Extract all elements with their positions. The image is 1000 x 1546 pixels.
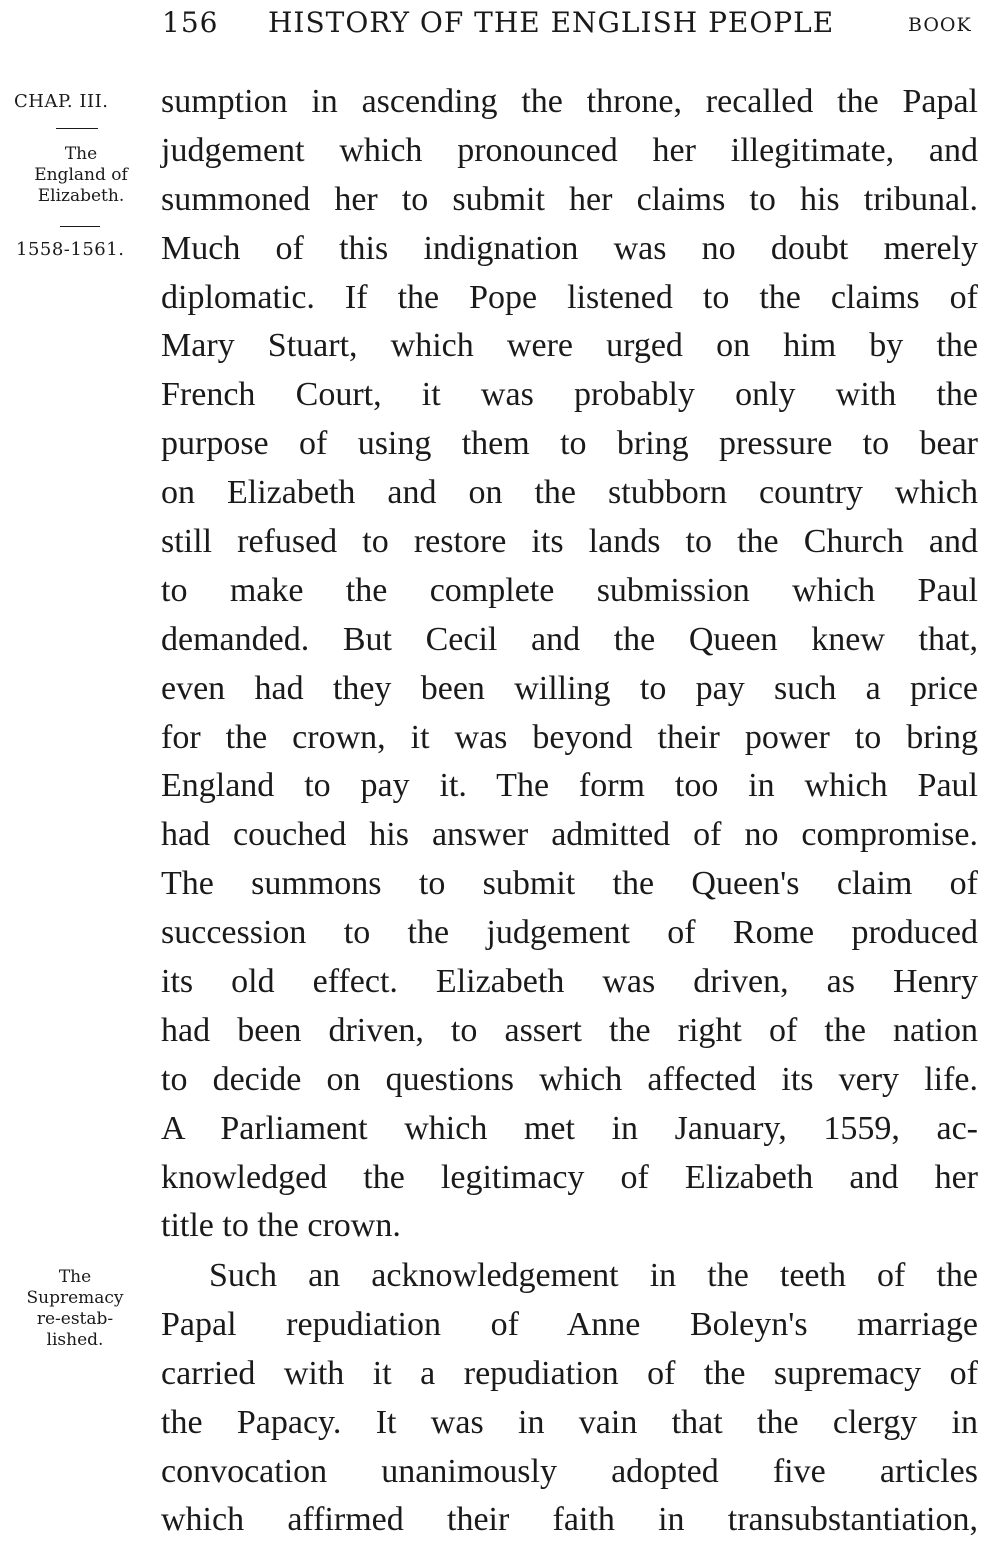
text-line: which affirmed their faith in transubstantiation, — [161, 1501, 978, 1539]
side-note-line: The — [58, 1267, 92, 1287]
text-line: sumption in ascending the throne, recalled the Papal — [161, 83, 978, 120]
paragraph-1 — [161, 78, 978, 1251]
book-label: BOOK — [908, 14, 972, 36]
text-line: judgement which pronounced her illegitimate, and — [161, 131, 978, 169]
side-note-line: England of — [34, 165, 128, 185]
paragraph-2 — [161, 1252, 978, 1545]
text-line: succession to the judgement of Rome produced — [161, 914, 978, 952]
text-line: for the crown, it was beyond their power to bring — [161, 718, 978, 756]
text-line: French Court, it was probably only with the — [161, 376, 978, 414]
side-note-line: re-estab- — [36, 1309, 114, 1329]
text-line: Papal repudiation of Anne Boleyn's marriage — [161, 1305, 978, 1343]
text-line: purpose of using them to bring pressure to bear — [161, 425, 978, 463]
text-line: had been driven, to assert the right of the nation — [161, 1011, 978, 1049]
page-number: 156 — [162, 6, 219, 39]
running-head — [0, 4, 1000, 44]
text-line: summoned her to submit her claims to his tribunal. — [161, 180, 978, 218]
date-range: 1558-1561. — [16, 239, 125, 260]
text-line: The summons to submit the Queen's claim of — [161, 865, 978, 903]
text-line: diplomatic. If the Pope listened to the claims of — [161, 278, 978, 316]
text-line: convocation unanimously adopted five articles — [161, 1452, 978, 1490]
text-line: carried with it a repudiation of the supremacy of — [161, 1354, 978, 1392]
text-line: Much of this indignation was no doubt merely — [161, 229, 978, 267]
text-line: England to pay it. The form too in which Paul — [161, 767, 978, 805]
text-line: even had they been willing to pay such a price — [161, 669, 978, 707]
text-line: knowledged the legitimacy of Elizabeth and her — [161, 1158, 978, 1196]
side-note-line: lished. — [46, 1330, 104, 1350]
text-line: A Parliament which met in January, 1559, ac- — [161, 1109, 978, 1147]
text-line: to decide on questions which affected its very life. — [161, 1060, 978, 1098]
text-line: to make the complete submission which Paul — [161, 571, 978, 609]
margin-rule-top — [56, 128, 98, 129]
text-line: Such an acknowledgement in the teeth of the — [209, 1257, 978, 1294]
side-note-line: Elizabeth. — [37, 186, 125, 206]
text-line: had couched his answer admitted of no compromise. — [161, 816, 978, 854]
text-line: demanded. But Cecil and the Queen knew that, — [161, 620, 978, 658]
side-note-line: The — [64, 144, 98, 164]
side-note-supremacy — [10, 1267, 140, 1351]
text-line: on Elizabeth and on the stubborn country which — [161, 474, 978, 512]
text-line: title to the crown. — [161, 1207, 401, 1245]
margin-rule-bottom — [60, 226, 100, 227]
side-note-line: Supremacy — [26, 1288, 124, 1308]
running-title: HISTORY OF THE ENGLISH PEOPLE — [268, 6, 835, 39]
text-line: still refused to restore its lands to the Church and — [161, 523, 978, 561]
text-line: the Papacy. It was in vain that the clergy in — [161, 1403, 978, 1441]
text-line: its old effect. Elizabeth was driven, as Henry — [161, 963, 978, 1001]
text-line: Mary Stuart, which were urged on him by the — [161, 327, 978, 365]
side-note-england-of-elizabeth — [8, 144, 154, 207]
chapter-label: CHAP. III. — [14, 91, 109, 112]
